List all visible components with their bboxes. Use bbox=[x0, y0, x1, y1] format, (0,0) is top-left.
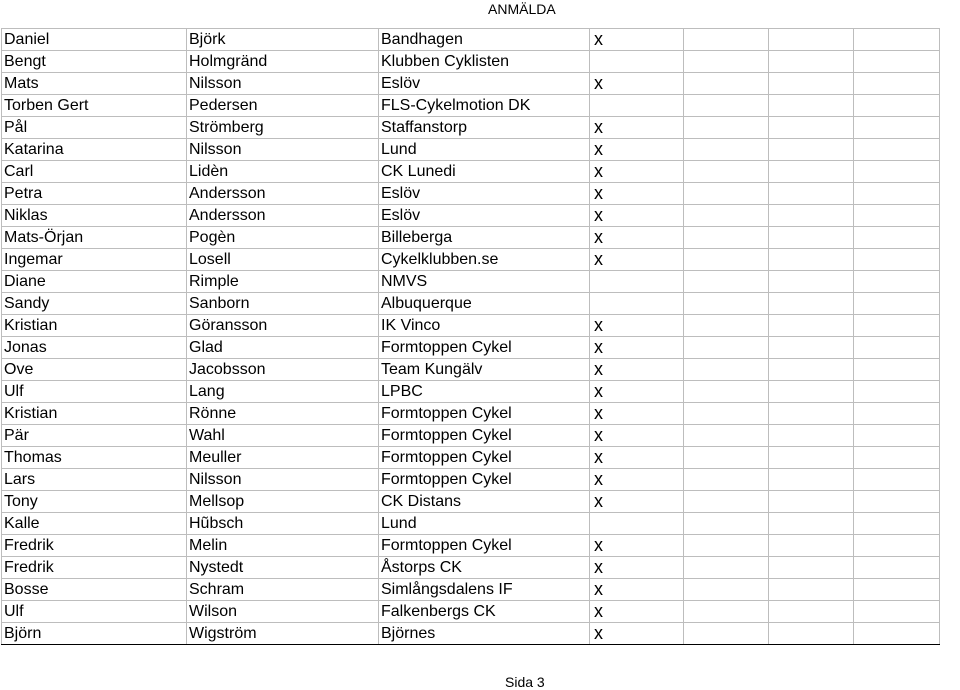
last-name-cell: Andersson bbox=[187, 205, 379, 227]
table-row bbox=[2, 249, 940, 271]
last-name-cell: Wahl bbox=[187, 425, 379, 447]
registered-mark-cell bbox=[590, 95, 684, 117]
first-name-cell: Mats-Örjan bbox=[2, 227, 187, 249]
empty-cell bbox=[684, 139, 769, 161]
empty-cell bbox=[854, 579, 940, 601]
empty-cell bbox=[854, 95, 940, 117]
registered-mark-cell: x bbox=[590, 315, 684, 337]
empty-cell bbox=[854, 469, 940, 491]
first-name-cell: Björn bbox=[2, 623, 187, 645]
table-row bbox=[2, 491, 940, 513]
empty-cell bbox=[684, 117, 769, 139]
empty-cell bbox=[769, 271, 854, 293]
club-cell: Formtoppen Cykel bbox=[379, 425, 590, 447]
table-row bbox=[2, 425, 940, 447]
last-name-cell: Rönne bbox=[187, 403, 379, 425]
club-cell: Falkenbergs CK bbox=[379, 601, 590, 623]
club-cell: Formtoppen Cykel bbox=[379, 337, 590, 359]
empty-cell bbox=[854, 139, 940, 161]
last-name-cell: Lidèn bbox=[187, 161, 379, 183]
table-row bbox=[2, 271, 940, 293]
empty-cell bbox=[684, 271, 769, 293]
club-cell: Formtoppen Cykel bbox=[379, 447, 590, 469]
last-name-cell: Rimple bbox=[187, 271, 379, 293]
empty-cell bbox=[854, 29, 940, 51]
empty-cell bbox=[854, 271, 940, 293]
empty-cell bbox=[769, 557, 854, 579]
last-name-cell: Andersson bbox=[187, 183, 379, 205]
last-name-cell: Nystedt bbox=[187, 557, 379, 579]
club-cell: Eslöv bbox=[379, 183, 590, 205]
empty-cell bbox=[854, 623, 940, 645]
empty-cell bbox=[684, 601, 769, 623]
first-name-cell: Katarina bbox=[2, 139, 187, 161]
first-name-cell: Tony bbox=[2, 491, 187, 513]
last-name-cell: Göransson bbox=[187, 315, 379, 337]
empty-cell bbox=[769, 491, 854, 513]
empty-cell bbox=[684, 579, 769, 601]
registered-mark-cell bbox=[590, 271, 684, 293]
empty-cell bbox=[684, 205, 769, 227]
empty-cell bbox=[684, 293, 769, 315]
empty-cell bbox=[854, 73, 940, 95]
first-name-cell: Fredrik bbox=[2, 535, 187, 557]
empty-cell bbox=[684, 359, 769, 381]
empty-cell bbox=[684, 315, 769, 337]
registered-mark-cell: x bbox=[590, 557, 684, 579]
last-name-cell: Sanborn bbox=[187, 293, 379, 315]
first-name-cell: Sandy bbox=[2, 293, 187, 315]
last-name-cell: Melin bbox=[187, 535, 379, 557]
empty-cell bbox=[769, 425, 854, 447]
first-name-cell: Ove bbox=[2, 359, 187, 381]
table-row bbox=[2, 293, 940, 315]
empty-cell bbox=[769, 359, 854, 381]
page-footer bbox=[0, 670, 960, 689]
first-name-cell: Diane bbox=[2, 271, 187, 293]
first-name-cell: Torben Gert bbox=[2, 95, 187, 117]
empty-cell bbox=[684, 447, 769, 469]
empty-cell bbox=[769, 293, 854, 315]
first-name-cell: Ingemar bbox=[2, 249, 187, 271]
last-name-cell: Nilsson bbox=[187, 139, 379, 161]
last-name-cell: Meuller bbox=[187, 447, 379, 469]
club-cell: Formtoppen Cykel bbox=[379, 403, 590, 425]
empty-cell bbox=[684, 95, 769, 117]
club-cell: IK Vinco bbox=[379, 315, 590, 337]
registered-mark-cell: x bbox=[590, 205, 684, 227]
first-name-cell: Bengt bbox=[2, 51, 187, 73]
club-cell: NMVS bbox=[379, 271, 590, 293]
table-row bbox=[2, 557, 940, 579]
empty-cell bbox=[854, 205, 940, 227]
last-name-cell: Nilsson bbox=[187, 469, 379, 491]
club-cell: Staffanstorp bbox=[379, 117, 590, 139]
club-cell: CK Distans bbox=[379, 491, 590, 513]
empty-cell bbox=[684, 557, 769, 579]
first-name-cell: Kristian bbox=[2, 315, 187, 337]
table-row bbox=[2, 381, 940, 403]
first-name-cell: Fredrik bbox=[2, 557, 187, 579]
empty-cell bbox=[854, 183, 940, 205]
last-name-cell: Losell bbox=[187, 249, 379, 271]
empty-cell bbox=[854, 491, 940, 513]
table-row bbox=[2, 29, 940, 51]
first-name-cell: Kristian bbox=[2, 403, 187, 425]
club-cell: Bandhagen bbox=[379, 29, 590, 51]
table-row bbox=[2, 601, 940, 623]
header-label: ANMÄLDA bbox=[488, 1, 556, 17]
registered-mark-cell: x bbox=[590, 161, 684, 183]
empty-cell bbox=[854, 227, 940, 249]
empty-cell bbox=[769, 513, 854, 535]
empty-cell bbox=[854, 425, 940, 447]
empty-cell bbox=[769, 205, 854, 227]
first-name-cell: Daniel bbox=[2, 29, 187, 51]
table-row bbox=[2, 447, 940, 469]
empty-cell bbox=[684, 491, 769, 513]
empty-cell bbox=[769, 623, 854, 645]
club-cell: Albuquerque bbox=[379, 293, 590, 315]
empty-cell bbox=[854, 315, 940, 337]
club-cell: LPBC bbox=[379, 381, 590, 403]
club-cell: Eslöv bbox=[379, 73, 590, 95]
registered-mark-cell: x bbox=[590, 183, 684, 205]
first-name-cell: Bosse bbox=[2, 579, 187, 601]
empty-cell bbox=[684, 403, 769, 425]
empty-cell bbox=[684, 51, 769, 73]
registered-mark-cell: x bbox=[590, 491, 684, 513]
empty-cell bbox=[684, 227, 769, 249]
registered-mark-cell: x bbox=[590, 117, 684, 139]
club-cell: Simlångsdalens IF bbox=[379, 579, 590, 601]
empty-cell bbox=[854, 381, 940, 403]
first-name-cell: Jonas bbox=[2, 337, 187, 359]
registered-mark-cell: x bbox=[590, 403, 684, 425]
empty-cell bbox=[769, 161, 854, 183]
first-name-cell: Mats bbox=[2, 73, 187, 95]
club-cell: Formtoppen Cykel bbox=[379, 469, 590, 491]
last-name-cell: Nilsson bbox=[187, 73, 379, 95]
empty-cell bbox=[854, 249, 940, 271]
empty-cell bbox=[684, 469, 769, 491]
first-name-cell: Carl bbox=[2, 161, 187, 183]
table-row bbox=[2, 227, 940, 249]
first-name-cell: Ulf bbox=[2, 381, 187, 403]
empty-cell bbox=[854, 161, 940, 183]
registered-mark-cell: x bbox=[590, 73, 684, 95]
empty-cell bbox=[854, 117, 940, 139]
empty-cell bbox=[684, 623, 769, 645]
table-row bbox=[2, 403, 940, 425]
last-name-cell: Mellsop bbox=[187, 491, 379, 513]
registered-mark-cell: x bbox=[590, 579, 684, 601]
empty-cell bbox=[854, 535, 940, 557]
first-name-cell: Kalle bbox=[2, 513, 187, 535]
registered-mark-cell: x bbox=[590, 447, 684, 469]
empty-cell bbox=[854, 337, 940, 359]
table-row bbox=[2, 535, 940, 557]
empty-cell bbox=[769, 29, 854, 51]
last-name-cell: Jacobsson bbox=[187, 359, 379, 381]
empty-cell bbox=[854, 601, 940, 623]
empty-cell bbox=[769, 535, 854, 557]
registered-mark-cell: x bbox=[590, 249, 684, 271]
empty-cell bbox=[854, 447, 940, 469]
table-row bbox=[2, 183, 940, 205]
empty-cell bbox=[684, 381, 769, 403]
empty-cell bbox=[769, 601, 854, 623]
club-cell: Team Kungälv bbox=[379, 359, 590, 381]
first-name-cell: Petra bbox=[2, 183, 187, 205]
empty-cell bbox=[854, 359, 940, 381]
empty-cell bbox=[769, 183, 854, 205]
last-name-cell: Wigström bbox=[187, 623, 379, 645]
first-name-cell: Lars bbox=[2, 469, 187, 491]
registered-mark-cell bbox=[590, 293, 684, 315]
registered-mark-cell: x bbox=[590, 29, 684, 51]
empty-cell bbox=[769, 51, 854, 73]
empty-cell bbox=[769, 337, 854, 359]
first-name-cell: Pär bbox=[2, 425, 187, 447]
empty-cell bbox=[769, 249, 854, 271]
empty-cell bbox=[769, 403, 854, 425]
empty-cell bbox=[684, 161, 769, 183]
table-row bbox=[2, 513, 940, 535]
empty-cell bbox=[854, 403, 940, 425]
table-row bbox=[2, 579, 940, 601]
empty-cell bbox=[769, 579, 854, 601]
registered-mark-cell bbox=[590, 51, 684, 73]
empty-cell bbox=[684, 249, 769, 271]
registered-mark-cell: x bbox=[590, 337, 684, 359]
club-cell: Cykelklubben.se bbox=[379, 249, 590, 271]
last-name-cell: Glad bbox=[187, 337, 379, 359]
table-row bbox=[2, 359, 940, 381]
empty-cell bbox=[854, 513, 940, 535]
table-row bbox=[2, 139, 940, 161]
table-row bbox=[2, 51, 940, 73]
table-row bbox=[2, 337, 940, 359]
last-name-cell: Schram bbox=[187, 579, 379, 601]
empty-cell bbox=[769, 315, 854, 337]
first-name-cell: Pål bbox=[2, 117, 187, 139]
last-name-cell: Lang bbox=[187, 381, 379, 403]
table-row bbox=[2, 315, 940, 337]
table-row bbox=[2, 205, 940, 227]
empty-cell bbox=[854, 557, 940, 579]
empty-cell bbox=[684, 73, 769, 95]
table-row bbox=[2, 117, 940, 139]
empty-cell bbox=[684, 513, 769, 535]
club-cell: Klubben Cyklisten bbox=[379, 51, 590, 73]
registered-mark-cell: x bbox=[590, 601, 684, 623]
registered-mark-cell bbox=[590, 513, 684, 535]
club-cell: Åstorps CK bbox=[379, 557, 590, 579]
last-name-cell: Strömberg bbox=[187, 117, 379, 139]
registered-mark-cell: x bbox=[590, 425, 684, 447]
empty-cell bbox=[684, 425, 769, 447]
club-cell: Lund bbox=[379, 139, 590, 161]
last-name-cell: Hũbsch bbox=[187, 513, 379, 535]
registered-mark-cell: x bbox=[590, 623, 684, 645]
empty-cell bbox=[769, 95, 854, 117]
empty-cell bbox=[684, 535, 769, 557]
empty-cell bbox=[769, 73, 854, 95]
empty-cell bbox=[769, 139, 854, 161]
last-name-cell: Pedersen bbox=[187, 95, 379, 117]
participants-table bbox=[1, 28, 940, 645]
last-name-cell: Björk bbox=[187, 29, 379, 51]
table-row bbox=[2, 469, 940, 491]
last-name-cell: Holmgränd bbox=[187, 51, 379, 73]
club-cell: CK Lunedi bbox=[379, 161, 590, 183]
empty-cell bbox=[854, 51, 940, 73]
registered-mark-cell: x bbox=[590, 139, 684, 161]
first-name-cell: Ulf bbox=[2, 601, 187, 623]
empty-cell bbox=[769, 117, 854, 139]
club-cell: Eslöv bbox=[379, 205, 590, 227]
club-cell: Formtoppen Cykel bbox=[379, 535, 590, 557]
registered-mark-cell: x bbox=[590, 227, 684, 249]
table-row bbox=[2, 623, 940, 645]
registered-mark-cell: x bbox=[590, 381, 684, 403]
first-name-cell: Thomas bbox=[2, 447, 187, 469]
first-name-cell: Niklas bbox=[2, 205, 187, 227]
last-name-cell: Wilson bbox=[187, 601, 379, 623]
empty-cell bbox=[684, 29, 769, 51]
last-name-cell: Pogèn bbox=[187, 227, 379, 249]
empty-cell bbox=[684, 183, 769, 205]
club-cell: Billeberga bbox=[379, 227, 590, 249]
club-cell: FLS-Cykelmotion DK bbox=[379, 95, 590, 117]
club-cell: Lund bbox=[379, 513, 590, 535]
page-header bbox=[0, 0, 960, 28]
page-number: Sida 3 bbox=[505, 674, 545, 690]
empty-cell bbox=[684, 337, 769, 359]
empty-cell bbox=[854, 293, 940, 315]
empty-cell bbox=[769, 469, 854, 491]
registered-mark-cell: x bbox=[590, 535, 684, 557]
empty-cell bbox=[769, 227, 854, 249]
table-row bbox=[2, 161, 940, 183]
table-row bbox=[2, 95, 940, 117]
club-cell: Björnes bbox=[379, 623, 590, 645]
registered-mark-cell: x bbox=[590, 359, 684, 381]
empty-cell bbox=[769, 381, 854, 403]
registered-mark-cell: x bbox=[590, 469, 684, 491]
empty-cell bbox=[769, 447, 854, 469]
table-row bbox=[2, 73, 940, 95]
